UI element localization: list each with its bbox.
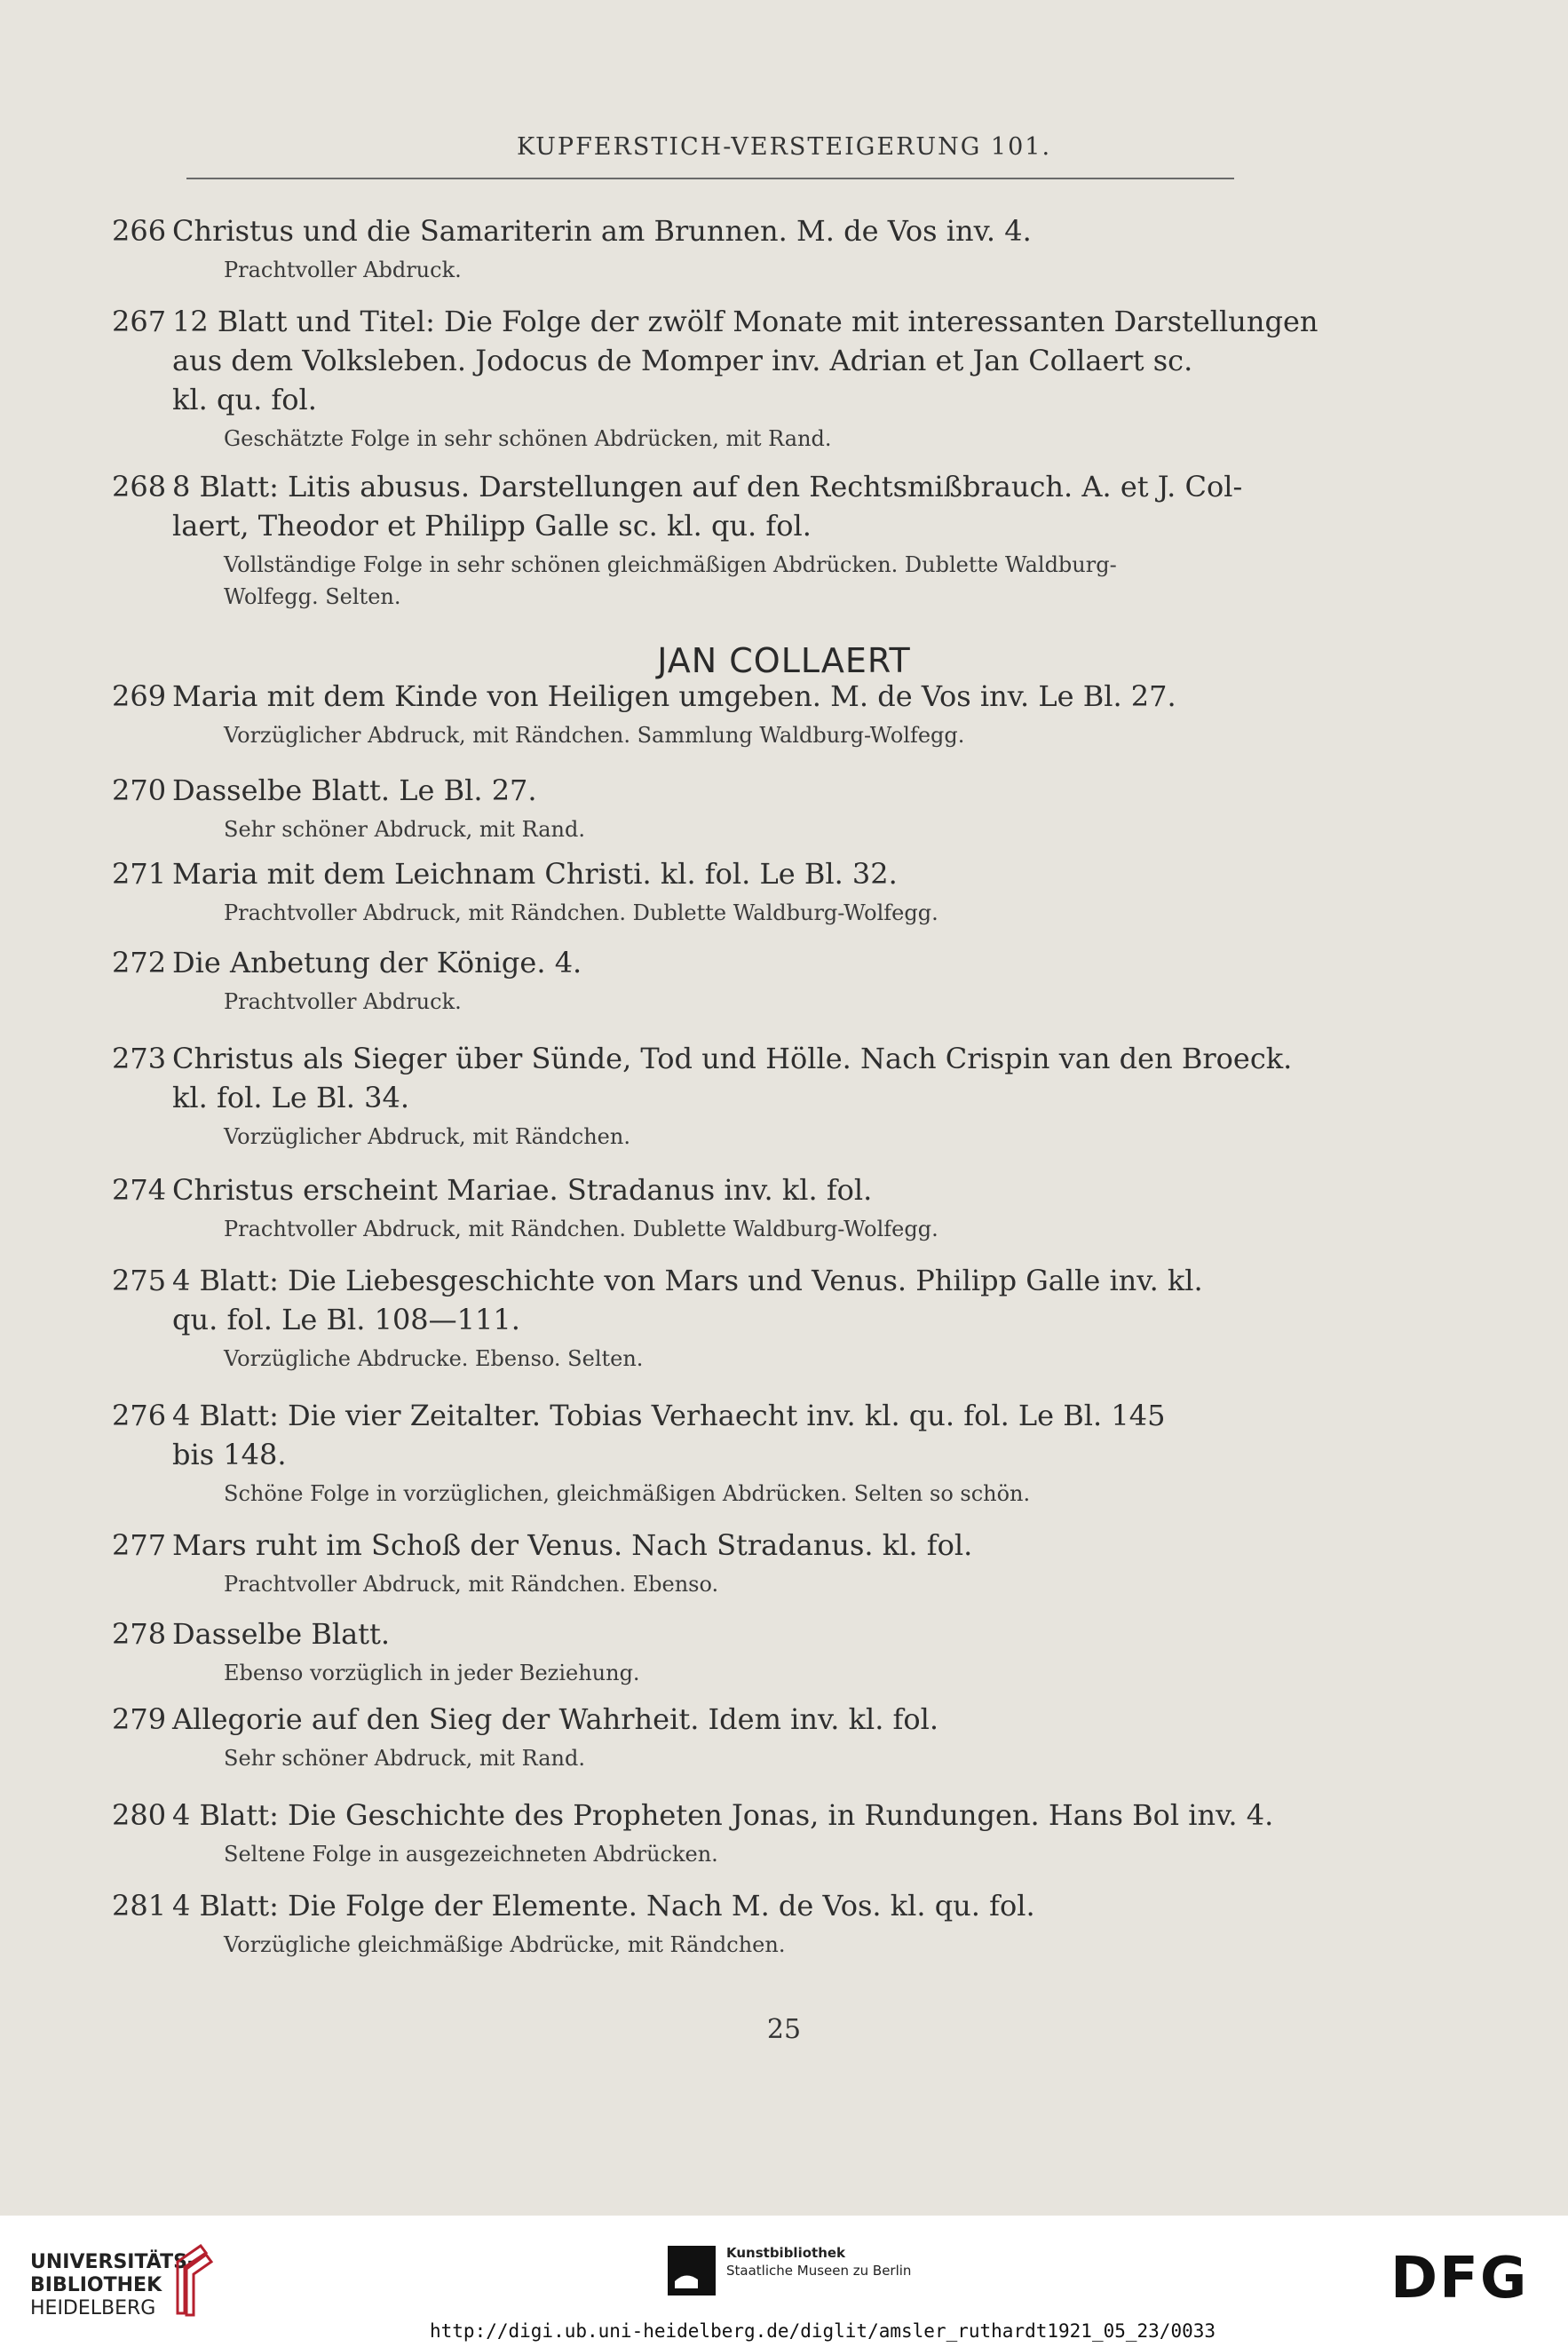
- catalog-entry: [112, 1170, 1284, 1245]
- catalog-entry: [112, 1796, 1284, 1870]
- entry-note: Prachtvoller Abdruck, mit Rändchen. Dublette Waldburg-Wolfegg.: [224, 900, 938, 925]
- kunstbibliothek-text[interactable]: [726, 2244, 911, 2280]
- entry-line: [112, 854, 1284, 893]
- entry-number: 268: [112, 470, 167, 503]
- catalog-entry: [112, 1886, 1284, 1961]
- entry-line: [112, 1170, 1284, 1209]
- catalog-entry: [112, 211, 1284, 286]
- entry-note: Prachtvoller Abdruck.: [224, 258, 462, 282]
- entry-text: bis 148.: [172, 1438, 287, 1471]
- entry-note: Prachtvoller Abdruck.: [224, 989, 462, 1014]
- entry-note: Sehr schöner Abdruck, mit Rand.: [224, 817, 585, 842]
- entry-line: [112, 771, 1284, 810]
- entry-number: 276: [112, 1399, 167, 1432]
- entry-note: Geschätzte Folge in sehr schönen Abdrücken, mit Rand.: [224, 426, 832, 451]
- entry-note: Vorzügliche gleichmäßige Abdrücke, mit Rändchen.: [224, 1932, 786, 1957]
- header-rule: [186, 178, 1234, 179]
- entry-number: 277: [112, 1528, 167, 1562]
- entry-number: 281: [112, 1889, 167, 1923]
- entry-text: Maria mit dem Kinde von Heiligen umgeben. M. de Vos inv. Le Bl. 27.: [172, 679, 1176, 713]
- entry-line: [112, 677, 1284, 716]
- entry-text: 4 Blatt: Die vier Zeitalter. Tobias Verhaecht inv. kl. qu. fol. Le Bl. 145: [172, 1399, 1166, 1432]
- page-url[interactable]: http://digi.ub.uni-heidelberg.de/diglit/amsler_ruthardt1921_05_23/0033: [430, 2320, 1216, 2342]
- catalog-entry: [112, 1526, 1284, 1600]
- entry-text: 4 Blatt: Die Folge der Elemente. Nach M. de Vos. kl. qu. fol.: [172, 1889, 1035, 1923]
- entry-number: 272: [112, 946, 167, 979]
- catalog-entry: [112, 943, 1284, 1018]
- entry-text: Christus als Sieger über Sünde, Tod und Hölle. Nach Crispin van den Broeck.: [172, 1042, 1293, 1075]
- catalog-entry: [112, 302, 1319, 455]
- ub-line-3: HEIDELBERG: [30, 2297, 156, 2319]
- entry-line: [112, 1039, 1293, 1078]
- catalog-entry: [112, 1261, 1284, 1375]
- entry-text: qu. fol. Le Bl. 108—111.: [172, 1303, 520, 1336]
- entry-note: Seltene Folge in ausgezeichneten Abdrücken.: [224, 1842, 718, 1867]
- entry-line: [112, 506, 1284, 545]
- entry-note: Sehr schöner Abdruck, mit Rand.: [224, 1746, 585, 1771]
- catalog-entry: [112, 1396, 1284, 1510]
- entry-text: kl. qu. fol.: [172, 383, 317, 416]
- ub-logo-icon[interactable]: [165, 2242, 218, 2319]
- entry-text: 4 Blatt: Die Geschichte des Propheten Jonas, in Rundungen. Hans Bol inv. 4.: [172, 1798, 1274, 1832]
- entry-number: 270: [112, 773, 167, 807]
- entry-number: 278: [112, 1617, 167, 1651]
- entry-text: Allegorie auf den Sieg der Wahrheit. Idem inv. kl. fol.: [172, 1702, 939, 1736]
- entry-text: Dasselbe Blatt.: [172, 1617, 391, 1651]
- entry-number: 267: [112, 305, 167, 338]
- entry-text: aus dem Volksleben. Jodocus de Momper inv. Adrian et Jan Collaert sc.: [172, 344, 1193, 377]
- entry-number: 269: [112, 679, 167, 713]
- entry-line: [112, 1078, 1284, 1117]
- entry-line: [112, 1614, 1284, 1653]
- entry-line: [112, 341, 1284, 380]
- kunstbibliothek-logo-icon[interactable]: [668, 2246, 716, 2295]
- entry-line: [112, 1526, 1284, 1565]
- entry-text: kl. fol. Le Bl. 34.: [172, 1081, 409, 1114]
- catalog-entry: [112, 854, 1284, 929]
- entry-line: [112, 1261, 1284, 1300]
- entry-line: [112, 467, 1284, 506]
- catalog-entry: [112, 771, 1284, 845]
- kb-line-2: Staatliche Museen zu Berlin: [726, 2263, 912, 2279]
- ub-line-1: UNIVERSITÄTS-: [30, 2251, 196, 2273]
- entry-note: Vollständige Folge in sehr schönen gleichmäßigen Abdrücken. Dublette Waldburg-: [224, 552, 1117, 577]
- dfg-logo[interactable]: DFG: [1390, 2246, 1529, 2311]
- entry-text: laert, Theodor et Philipp Galle sc. kl. qu. fol.: [172, 509, 812, 543]
- catalog-entry: [112, 467, 1284, 613]
- entry-note: Ebenso vorzüglich in jeder Beziehung.: [224, 1661, 640, 1685]
- entry-line: [112, 302, 1319, 341]
- entry-text: 4 Blatt: Die Liebesgeschichte von Mars und Venus. Philipp Galle inv. kl.: [172, 1264, 1203, 1297]
- entry-line: [112, 380, 1284, 419]
- entry-text: Christus erscheint Mariae. Stradanus inv. kl. fol.: [172, 1173, 873, 1207]
- catalog-entry: [112, 677, 1284, 751]
- footer-bar: [0, 2216, 1568, 2347]
- entry-line: [112, 1886, 1284, 1925]
- entry-note: Prachtvoller Abdruck, mit Rändchen. Ebenso.: [224, 1572, 719, 1597]
- entry-line: [112, 1700, 1284, 1739]
- entry-line: [112, 1796, 1284, 1835]
- entry-number: 274: [112, 1173, 167, 1207]
- entry-line: [112, 943, 1284, 982]
- section-title: JAN COLLAERT: [657, 641, 911, 680]
- entry-note: Wolfegg. Selten.: [224, 584, 401, 609]
- entry-note: Vorzüglicher Abdruck, mit Rändchen. Sammlung Waldburg-Wolfegg.: [224, 723, 965, 748]
- entry-number: 275: [112, 1264, 167, 1297]
- entry-number: 280: [112, 1798, 167, 1832]
- page-number: 25: [766, 2014, 802, 2045]
- entry-number: 266: [112, 214, 167, 248]
- entry-text: 12 Blatt und Titel: Die Folge der zwölf Monate mit interessanten Darstellungen: [172, 305, 1319, 338]
- catalog-entry: [112, 1614, 1284, 1689]
- entry-line: [112, 1435, 1284, 1474]
- entry-note: Vorzügliche Abdrucke. Ebenso. Selten.: [224, 1346, 644, 1371]
- entry-text: 8 Blatt: Litis abusus. Darstellungen auf den Rechtsmißbrauch. A. et J. Col-: [172, 470, 1243, 503]
- entry-line: [112, 1396, 1284, 1435]
- entry-text: Die Anbetung der Könige. 4.: [172, 946, 582, 979]
- entry-note: Schöne Folge in vorzüglichen, gleichmäßigen Abdrücken. Selten so schön.: [224, 1481, 1031, 1506]
- entry-note: Vorzüglicher Abdruck, mit Rändchen.: [224, 1124, 630, 1149]
- catalog-entry: [112, 1039, 1293, 1153]
- ub-line-2: BIBLIOTHEK: [30, 2274, 162, 2296]
- entry-number: 273: [112, 1042, 167, 1075]
- entry-line: [112, 211, 1284, 250]
- entry-text: Maria mit dem Leichnam Christi. kl. fol. Le Bl. 32.: [172, 857, 898, 891]
- catalog-entry: [112, 1700, 1284, 1774]
- entry-text: Mars ruht im Schoß der Venus. Nach Stradanus. kl. fol.: [172, 1528, 973, 1562]
- entry-note: Prachtvoller Abdruck, mit Rändchen. Dublette Waldburg-Wolfegg.: [224, 1217, 938, 1241]
- entry-number: 271: [112, 857, 167, 891]
- running-header: KUPFERSTICH-VERSTEIGERUNG 101.: [516, 133, 1052, 161]
- kb-line-1: Kunstbibliothek: [726, 2245, 846, 2261]
- entry-number: 279: [112, 1702, 167, 1736]
- entry-text: Christus und die Samariterin am Brunnen. M. de Vos inv. 4.: [172, 214, 1032, 248]
- entry-line: [112, 1300, 1284, 1339]
- entry-text: Dasselbe Blatt. Le Bl. 27.: [172, 773, 537, 807]
